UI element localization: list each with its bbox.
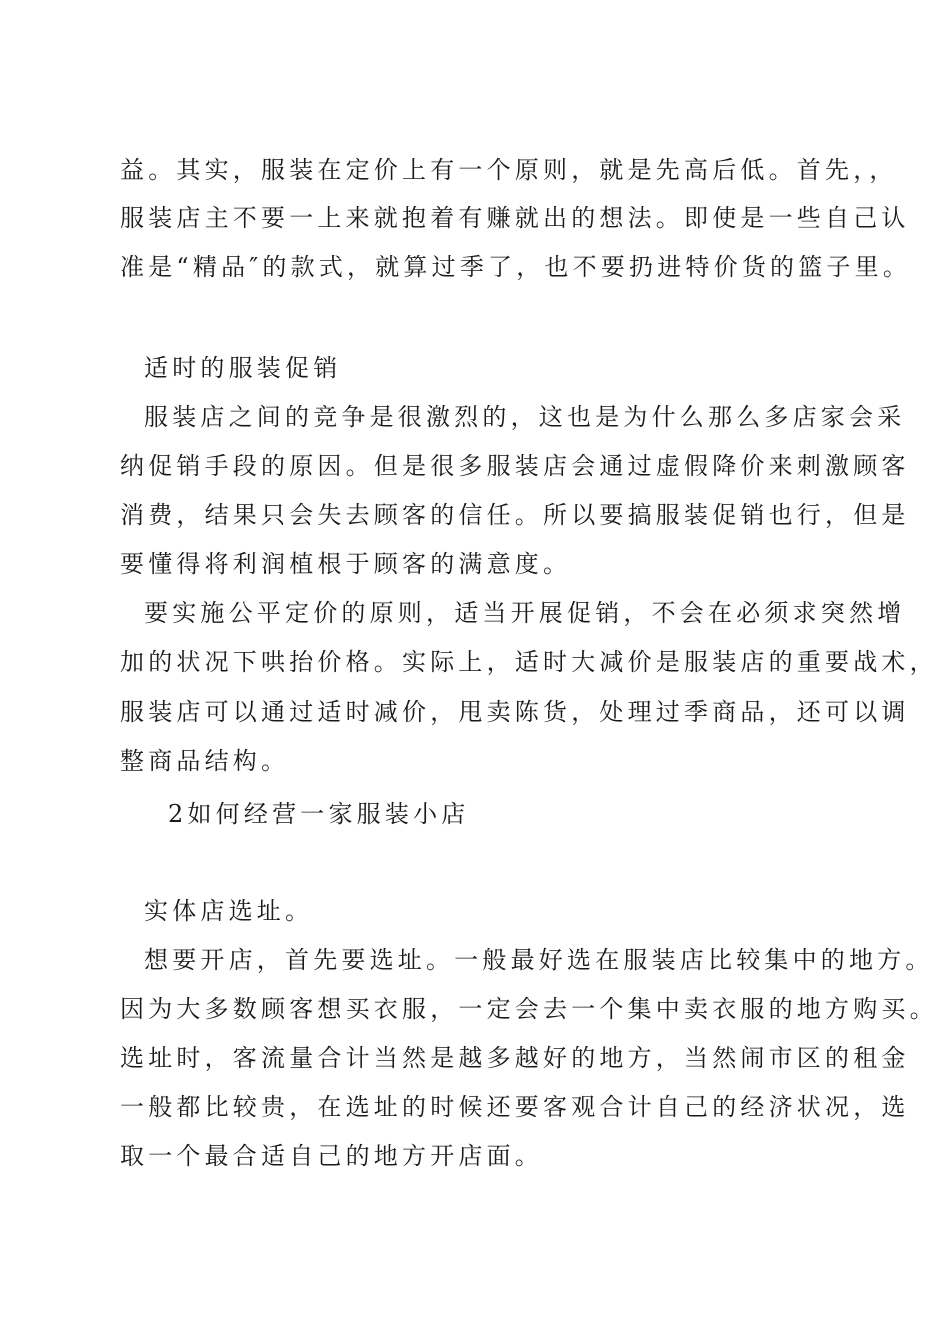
paragraph-line: 服装店可以通过适时减价，甩卖陈货，处理过季商品，还可以调: [120, 698, 910, 726]
paragraph-line: 要实施公平定价的原则，适当开展促销，不会在必须求突然增: [144, 599, 906, 627]
paragraph-line: 想要开店，首先要选址。一般最好选在服装店比较集中的地方。: [144, 946, 934, 974]
section-heading: 2如何经营一家服装小店: [168, 800, 470, 828]
paragraph-line: 服装店主不要一上来就抱着有赚就出的想法。即使是一些自己认: [120, 204, 910, 232]
paragraph-line: 纳促销手段的原因。但是很多服装店会通过虚假降价来刺激顾客: [120, 452, 910, 480]
paragraph-line: 消费，结果只会失去顾客的信任。所以要搞服装促销也行，但是: [120, 501, 910, 529]
section-heading: 适时的服装促销: [144, 354, 342, 382]
paragraph-line: 因为大多数顾客想买衣服，一定会去一个集中卖衣服的地方购买。: [120, 995, 938, 1023]
paragraph-line: 选址时，客流量合计当然是越多越好的地方，当然闹市区的租金: [120, 1044, 910, 1072]
paragraph-line: 要懂得将利润植根于顾客的满意度。: [120, 550, 572, 578]
paragraph-line: 取一个最合适自己的地方开店面。: [120, 1142, 543, 1170]
paragraph-line: 一般都比较贵，在选址的时候还要客观合计自己的经济状况，选: [120, 1093, 910, 1121]
paragraph-line: 加的状况下哄抬价格。实际上，适时大减价是服装店的重要战术，: [120, 648, 938, 676]
paragraph-line: 益。其实，服装在定价上有一个原则，就是先高后低。首先，，: [120, 156, 898, 184]
paragraph-line: 服装店之间的竞争是很激烈的，这也是为什么那么多店家会采: [144, 403, 906, 431]
paragraph-line: 整商品结构。: [120, 747, 290, 775]
paragraph-line: 准是“精品″的款式，就算过季了，也不要扔进特价货的篮子里。: [120, 253, 912, 281]
section-heading: 实体店选址。: [144, 897, 314, 925]
